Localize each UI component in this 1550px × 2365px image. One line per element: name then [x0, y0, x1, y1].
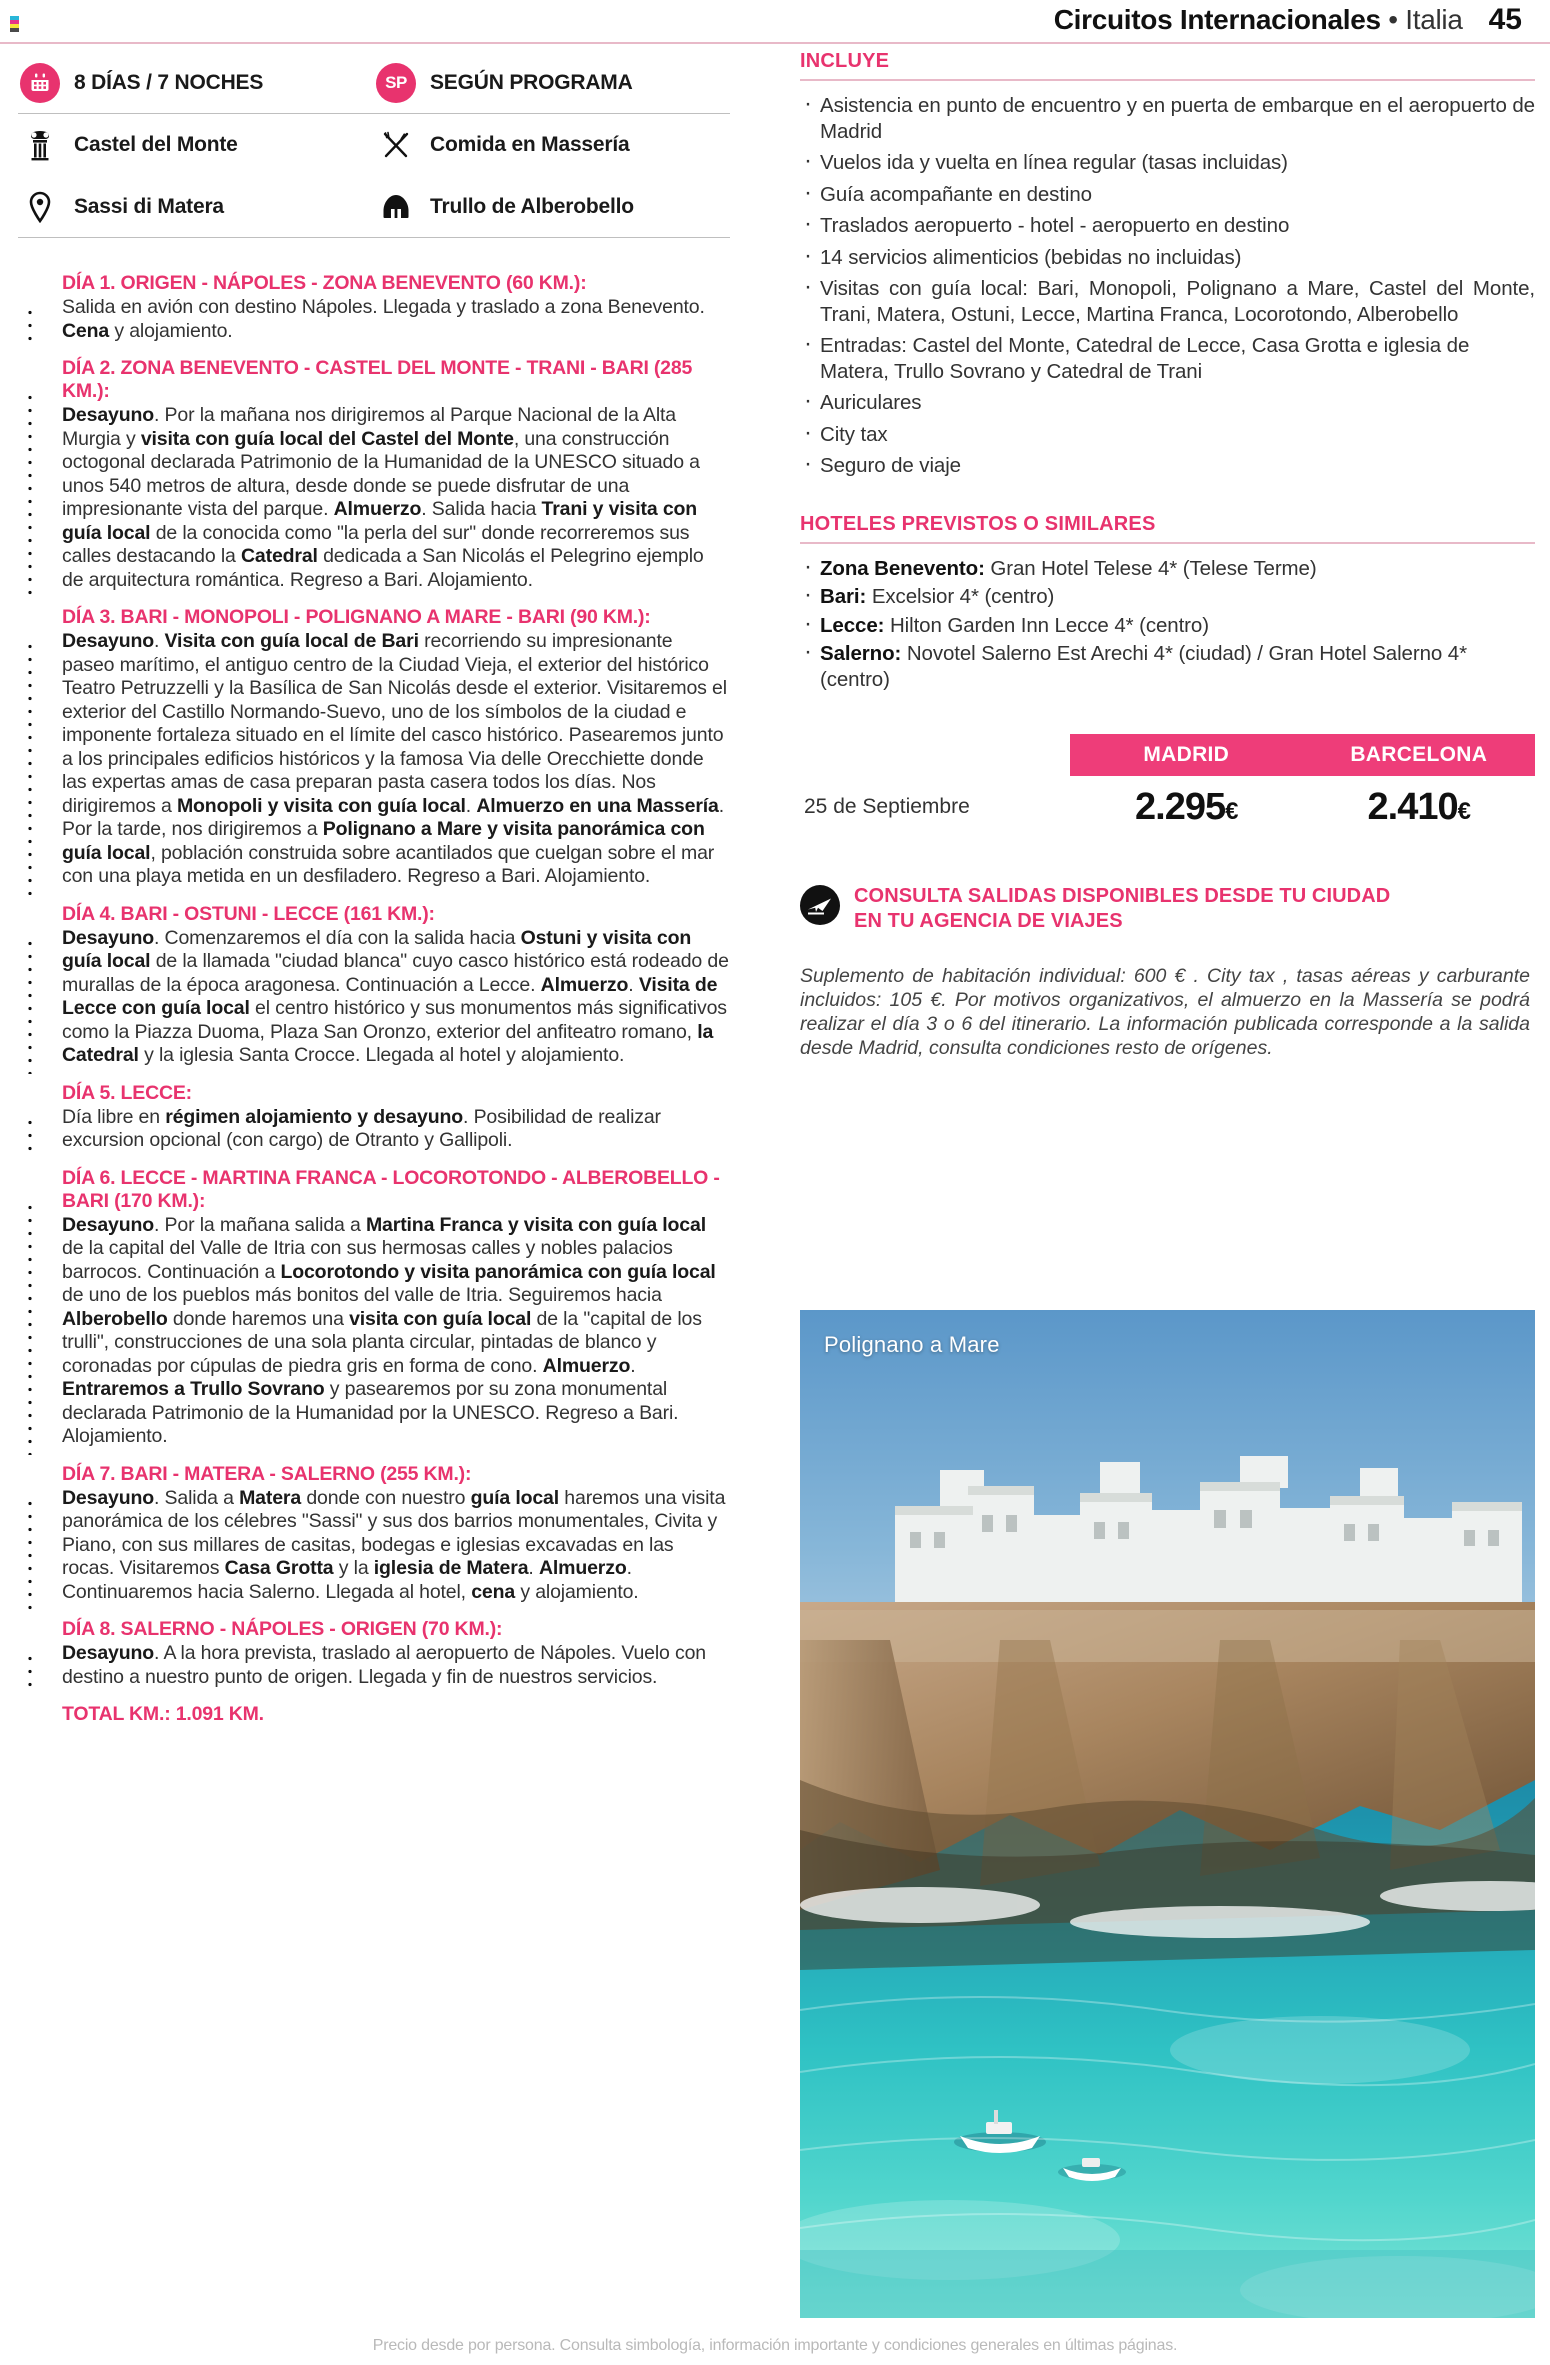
day-title: DÍA 5. LECCE:	[62, 1081, 192, 1104]
feature-masseria-meal	[374, 123, 730, 167]
feature-label: SEGÚN PROGRAMA	[430, 70, 633, 94]
day-dotted-connector	[28, 1497, 32, 1611]
feature-label: Castel del Monte	[74, 133, 238, 156]
day-dotted-connector	[28, 1116, 32, 1159]
price-table	[800, 734, 1535, 838]
hotel-city: Bari:	[820, 585, 867, 608]
itinerary-day	[62, 606, 730, 889]
price-table-header	[800, 734, 1535, 776]
day-pin-icon	[20, 1085, 42, 1113]
day-body: Desayuno. Por la mañana salida a Martina Franca y visita con guía local de la capital del Valle de Itria con sus hermosas calles y nobles palacios barrocos. Continuación a Locorotondo y visita panorámica con guía local de uno de los pueblos más bonitos del valle de Itria. Seguiremos hacia Alberobello donde haremos una visita con guía local de la "capital de los trulli", construcciones de una sola planta circular, pintadas de blanco y coronadas por cúpulas de piedra gris en forma de cono. Almuerzo. Entraremos a Trullo Sovrano y pasearemos por su zona monumental declarada Patrimonio de la Humanidad por la UNESCO. Regreso a Bari. Alojamiento.	[62, 1213, 716, 1447]
total-km-row	[62, 1703, 730, 1726]
day-body: Desayuno. Salida a Matera donde con nuestro guía local haremos una visita panorámica de los célebres "Sassi" y sus dos barrios monumentales, Civita y Piano, con sus millares de casitas, bodegas e iglesias excavadas en las rocas. Visitaremos Casa Grotta y la iglesia de Matera. Almuerzo. Continuaremos hacia Salerno. Llegada al hotel, cena y alojamiento.	[62, 1486, 726, 1603]
trullo-icon	[374, 185, 418, 229]
page-header	[0, 0, 1550, 44]
fineprint-note: Suplemento de habitación individual: 600 € . City tax , tasas aéreas y carburante incluidos: 105 €. Por motivos organizativos, el almuerzo en la Massería se podrá realizar el día 3 o 6 del itinerario. La información publicada corresponde a la salida desde Madrid, consulta condiciones resto de orígenes.	[800, 965, 1530, 1059]
itinerary-day	[62, 357, 730, 592]
feature-row	[18, 114, 730, 176]
hotel-city: Salerno:	[820, 642, 902, 665]
day-body: Desayuno. Visita con guía local de Bari recorriendo su impresionante paseo marítimo, el antiguo centro de la Ciudad Vieja, el exterior del histórico Teatro Petruzzelli y la Basílica de San Nicolás desde el exterior. Visitaremos el exterior del Castillo Normando-Suevo, uno de los símbolos de la ciudad e imponente fortaleza situado en el límite del casco histórico. Pasearemos junto a los principales edificios históricos y la famosa Via delle Orecchiette donde las expertas amas de casa preparan pasta casera todos los días. Nos dirigiremos a Monopoli y visita con guía local. Almuerzo en una Massería. Por la tarde, nos dirigiremos a Polignano a Mare y visita panorámica con guía local, población construida sobre acantilados que cuelgan sobre el mar con una playa metida en un desfiladero. Regreso a Bari. Alojamiento.	[62, 630, 727, 887]
page-number: 45	[1488, 3, 1522, 36]
column-monument-icon	[18, 123, 62, 167]
hotel-name: Novotel Salerno Est Arechi 4* (ciudad) / Gran Hotel Salerno 4* (centro)	[820, 642, 1467, 691]
list-item: · Visitas con guía local: Bari, Monopoli, Polignano a Mare, Castel del Monte, Trani, Matera, Ostuni, Lecce, Martina Franca, Locorotondo, Alberobello	[800, 276, 1535, 327]
itinerary-day	[62, 1618, 730, 1689]
cutlery-icon	[374, 123, 418, 167]
itinerary-day	[62, 1463, 730, 1605]
itinerary-day	[62, 903, 730, 1068]
photo-illustration	[800, 1310, 1535, 2318]
price-value: 2.295	[1135, 785, 1226, 828]
list-item: · Auriculares	[800, 390, 1535, 416]
day-dotted-connector	[28, 937, 32, 1074]
photo-caption: Polignano a Mare	[824, 1332, 1000, 1357]
day-title: DÍA 2. ZONA BENEVENTO - CASTEL DEL MONTE - TRANI - BARI (285 KM.):	[62, 357, 693, 402]
feature-castel-del-monte	[18, 123, 374, 167]
hotel-city: Lecce:	[820, 613, 885, 637]
day-dotted-connector	[28, 640, 32, 895]
list-item: · City tax	[800, 422, 1535, 448]
day-title: DÍA 6. LECCE - MARTINA FRANCA - LOCOROTONDO - ALBEROBELLO - BARI (170 KM.):	[62, 1166, 720, 1212]
day-body: Desayuno. Por la mañana nos dirigiremos al Parque Nacional de la Alta Murgia y visita con guía local del Castel del Monte, una construcción octogonal declarada Patrimonio de la Humanidad de la UNESCO situado a unos 540 metros de altura, desde donde se puede disfrutar de una impresionante vista del parque. Almuerzo. Salida hacia Trani y visita con guía local de la conocida como "la perla del sur" donde recorreremos sus calles destacando la Catedral dedicada a San Nicolás el Pelegrino ejemplo de arquitectura romántica. Regreso a Bari. Alojamiento.	[62, 404, 704, 591]
currency-symbol: €	[1457, 797, 1470, 825]
day-dotted-connector	[28, 1201, 32, 1455]
day-dotted-connector	[28, 306, 32, 349]
list-item	[800, 613, 1535, 639]
day-body: Desayuno. Comenzaremos el día con la salida hacia Ostuni y visita con guía local de la llamada "ciudad blanca" cuyo casco histórico está rodeado de murallas de la época aragonesa. Continuación a Lecce. Almuerzo. Visita de Lecce con guía local el centro histórico y sus monumentos más significativos como la Piazza Duoma, Plaza San Oronzo, exterior del anfiteatro romano, la Catedral y la iglesia Santa Crocce. Llegada al hotel y alojamiento.	[62, 926, 729, 1066]
total-km-label: TOTAL KM.: 1.091 KM.	[62, 1703, 264, 1725]
header-separator: •	[1388, 4, 1398, 35]
feature-label: Comida en Massería	[430, 133, 630, 156]
column-header-barcelona: BARCELONA	[1350, 743, 1488, 766]
price-barcelona	[1303, 786, 1536, 829]
feature-label: 8 DÍAS / 7 NOCHES	[74, 70, 264, 94]
day-title: DÍA 8. SALERNO - NÁPOLES - ORIGEN (70 KM.):	[62, 1618, 503, 1640]
feature-label: Trullo de Alberobello	[430, 194, 634, 218]
calendar-icon	[18, 61, 62, 105]
header-title-light: Italia	[1405, 4, 1463, 35]
feature-label: Sassi di Matera	[74, 194, 224, 218]
consulta-banner	[800, 884, 1535, 934]
plane-takeoff-icon	[800, 885, 840, 925]
list-item: · Seguro de viaje	[800, 453, 1535, 479]
itinerary-day	[62, 1167, 730, 1449]
right-column	[800, 50, 1535, 1060]
list-item: · Traslados aeropuerto - hotel - aeropuerto en destino	[800, 213, 1535, 239]
hotel-name: Hilton Garden Inn Lecce 4* (centro)	[884, 613, 1209, 637]
hotel-name: Excelsior 4* (centro)	[866, 585, 1055, 608]
price-madrid	[1070, 786, 1303, 829]
day-pin-icon	[20, 1621, 42, 1649]
day-body: Desayuno. A la hora prevista, traslado al aeropuerto de Nápoles. Vuelo con destino a nuestro punto de origen. Llegada y fin de nuestros servicios.	[62, 1642, 706, 1688]
day-body: Salida en avión con destino Nápoles. Llegada y traslado a zona Benevento. Cena y alojamiento.	[62, 296, 705, 342]
hotel-city: Zona Benevento:	[820, 556, 985, 580]
day-pin-icon	[20, 1466, 42, 1494]
day-title: DÍA 3. BARI - MONOPOLI - POLIGNANO A MARE - BARI (90 KM.):	[62, 606, 651, 628]
left-column	[18, 52, 730, 1740]
feature-program	[374, 61, 730, 105]
header-title	[1054, 0, 1463, 40]
print-registration-mark	[10, 16, 19, 32]
currency-symbol: €	[1225, 797, 1238, 825]
hotels-heading: HOTELES PREVISTOS O SIMILARES	[800, 513, 1535, 544]
day-title: DÍA 4. BARI - OSTUNI - LECCE (161 KM.):	[62, 902, 435, 925]
day-dotted-connector	[28, 1652, 32, 1695]
list-item: · Vuelos ida y vuelta en línea regular (tasas incluidas)	[800, 150, 1535, 176]
consulta-text	[854, 884, 1390, 934]
consulta-line-2: EN TU AGENCIA DE VIAJES	[854, 910, 1123, 932]
departure-date: 25 de Septiembre	[804, 795, 970, 818]
table-row	[800, 776, 1535, 838]
hotels-list	[800, 556, 1535, 693]
itinerary-list	[18, 272, 730, 1726]
consulta-line-1: CONSULTA SALIDAS DISPONIBLES DESDE TU CIUDAD	[854, 885, 1391, 907]
feature-row	[18, 176, 730, 238]
feature-duration	[18, 61, 374, 105]
column-header-madrid: MADRID	[1143, 743, 1230, 766]
day-title: DÍA 7. BARI - MATERA - SALERNO (255 KM.):	[62, 1462, 472, 1485]
header-title-bold: Circuitos Internacionales	[1053, 4, 1381, 35]
day-pin-icon	[20, 906, 42, 934]
day-pin-icon	[20, 1170, 42, 1198]
day-pin-icon	[20, 275, 42, 303]
sp-badge-icon: SP	[374, 61, 418, 105]
day-pin-icon	[20, 360, 42, 388]
list-item: · Asistencia en punto de encuentro y en puerta de embarque en el aeropuerto de Madrid	[800, 93, 1535, 144]
list-item	[800, 584, 1535, 610]
feature-sassi-di-matera	[18, 185, 374, 229]
day-title: DÍA 1. ORIGEN - NÁPOLES - ZONA BENEVENTO (60 KM.):	[62, 272, 587, 294]
feature-row	[18, 52, 730, 114]
itinerary-day	[62, 272, 730, 343]
itinerary-day	[62, 1082, 730, 1153]
page-footer: Precio desde por persona. Consulta simbología, información importante y condiciones generales en últimas páginas.	[372, 2337, 1178, 2354]
map-pin-icon	[18, 185, 62, 229]
destination-photo	[800, 1310, 1535, 2318]
feature-trullo-alberobello	[374, 185, 730, 229]
list-item	[800, 556, 1535, 582]
price-value: 2.410	[1367, 785, 1458, 828]
list-item: · Entradas: Castel del Monte, Catedral de Lecce, Casa Grotta e iglesia de Matera, Trullo Sovrano y Catedral de Trani	[800, 333, 1535, 384]
list-item	[800, 641, 1535, 692]
day-dotted-connector	[28, 391, 32, 598]
day-body: Día libre en régimen alojamiento y desayuno. Posibilidad de realizar excursion opcional (con cargo) de Otranto y Gallipoli.	[62, 1105, 661, 1151]
includes-list	[800, 93, 1535, 479]
day-pin-icon	[20, 609, 42, 637]
feature-grid	[18, 52, 730, 238]
includes-heading: INCLUYE	[800, 50, 1535, 81]
list-item: · 14 servicios alimenticios (bebidas no incluidas)	[800, 245, 1535, 271]
list-item: · Guía acompañante en destino	[800, 182, 1535, 208]
day-pin-icon	[20, 1706, 42, 1734]
hotel-name: Gran Hotel Telese 4* (Telese Terme)	[984, 556, 1317, 580]
